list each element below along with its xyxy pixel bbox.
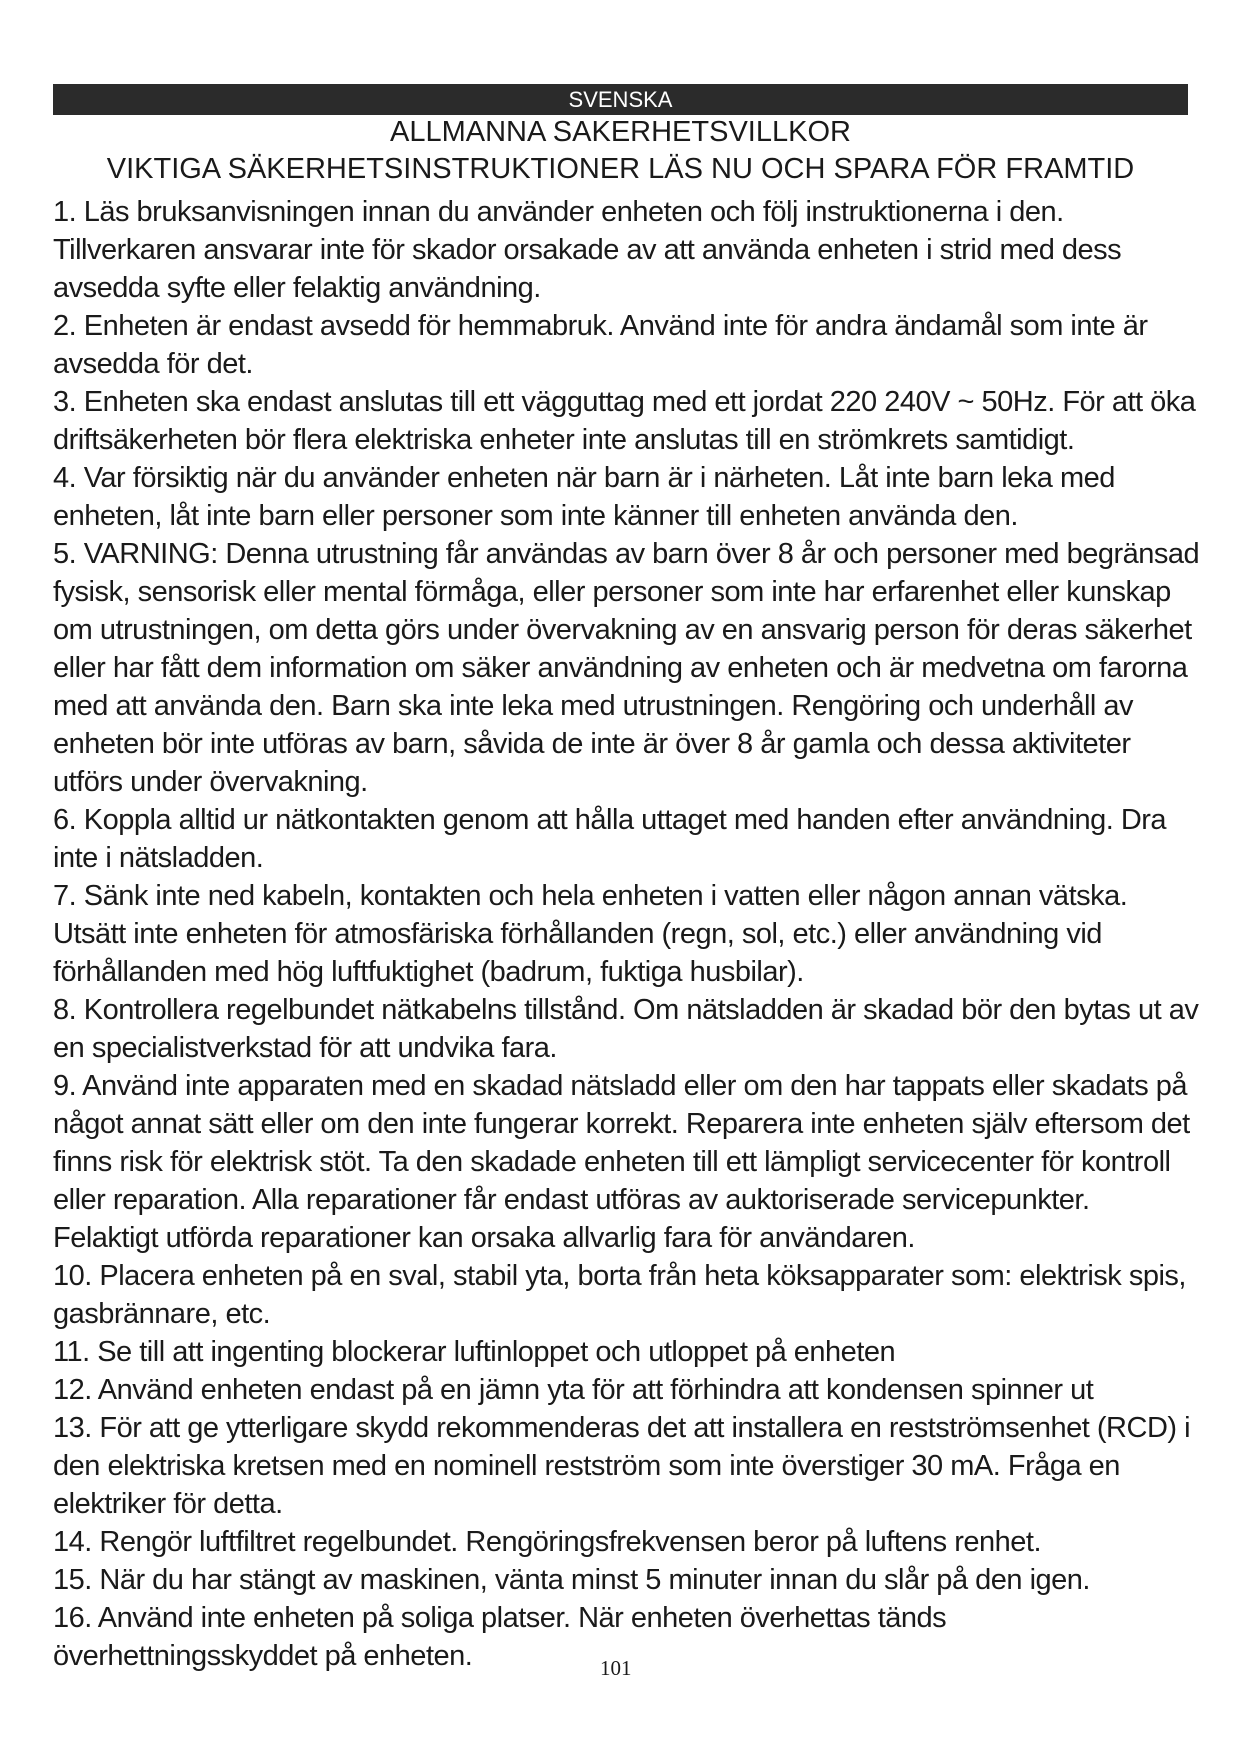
text-line: 10. Placera enheten på en sval, stabil yta, borta från heta köksapparater som: elektrisk spis, [53,1260,1186,1292]
text-line: 1. Läs bruksanvisningen innan du använder enheten och följ instruktionerna i den. [53,196,1064,228]
text-line: överhettningsskyddet på enheten. [53,1640,473,1672]
text-line: inte i nätsladden. [53,842,264,874]
text-line: elektriker för detta. [53,1488,283,1520]
text-line: 5. VARNING: Denna utrustning får användas av barn över 8 år och personer med begränsad [53,538,1200,570]
text-line: den elektriska kretsen med en nominell restström som inte överstiger 30 mA. Fråga en [53,1450,1120,1482]
page-number: 101 [600,1656,632,1680]
text-line: eller har fått dem information om säker användning av enheten och är medvetna om farorna [53,652,1188,684]
text-line: med att använda den. Barn ska inte leka med utrustningen. Rengöring och underhåll av [53,690,1134,722]
text-line: förhållanden med hög luftfuktighet (badrum, fuktiga husbilar). [53,956,804,988]
text-line: 9. Använd inte apparaten med en skadad nätsladd eller om den har tappats eller skadats på [53,1070,1188,1102]
text-line: 7. Sänk inte ned kabeln, kontakten och hela enheten i vatten eller någon annan vätska. [53,880,1128,912]
text-line: 13. För att ge ytterligare skydd rekommenderas det att installera en restströmsenhet (RCD) i [53,1412,1191,1444]
document-title: ALLMANNA SAKERHETSVILLKOR [390,116,851,148]
text-line: 16. Använd inte enheten på soliga platser. När enheten överhettas tänds [53,1602,947,1634]
text-line: enheten, låt inte barn eller personer som inte känner till enheten använda den. [53,500,1018,532]
text-line: Utsätt inte enheten för atmosfäriska förhållanden (regn, sol, etc.) eller användning vid [53,918,1102,950]
text-line: gasbrännare, etc. [53,1298,271,1330]
language-header-bar: SVENSKA [53,84,1188,115]
text-line: 11. Se till att ingenting blockerar luftinloppet och utloppet på enheten [53,1336,896,1368]
text-line: 6. Koppla alltid ur nätkontakten genom att hålla uttaget med handen efter användning. Dra [53,804,1167,836]
text-line: 3. Enheten ska endast anslutas till ett vägguttag med ett jordat 220 240V ~ 50Hz. För att öka [53,386,1196,418]
text-line: avsedda för det. [53,348,253,380]
text-line: Tillverkaren ansvarar inte för skador orsakade av att använda enheten i strid med dess [53,234,1122,266]
text-line: avsedda syfte eller felaktig användning. [53,272,541,304]
text-line: 15. När du har stängt av maskinen, vänta minst 5 minuter innan du slår på den igen. [53,1564,1090,1596]
text-line: en specialistverkstad för att undvika fara. [53,1032,557,1064]
text-line: 4. Var försiktig när du använder enheten när barn är i närheten. Låt inte barn leka med [53,462,1115,494]
safety-instructions [53,193,1200,1675]
text-line: finns risk för elektrisk stöt. Ta den skadade enheten till ett lämpligt servicecenter för kontroll [53,1146,1171,1178]
document-subtitle: VIKTIGA SÄKERHETSINSTRUKTIONER LÄS NU OCH SPARA FÖR FRAMTID [106,153,1135,185]
text-line: 14. Rengör luftfiltret regelbundet. Rengöringsfrekvensen beror på luftens renhet. [53,1526,1042,1558]
text-line: 2. Enheten är endast avsedd för hemmabruk. Använd inte för andra ändamål som inte är [53,310,1148,342]
text-line: utförs under övervakning. [53,766,368,798]
text-line: eller reparation. Alla reparationer får endast utföras av auktoriserade servicepunkter. [53,1184,1090,1216]
text-line: 8. Kontrollera regelbundet nätkabelns tillstånd. Om nätsladden är skadad bör den bytas ut av [53,994,1199,1026]
text-line: 12. Använd enheten endast på en jämn yta för att förhindra att kondensen spinner ut [53,1374,1094,1406]
text-line: fysisk, sensorisk eller mental förmåga, eller personer som inte har erfarenhet eller kunskap [53,576,1171,608]
text-line: driftsäkerheten bör flera elektriska enheter inte anslutas till en strömkrets samtidigt. [53,424,1075,456]
text-line: enheten bör inte utföras av barn, såvida de inte är över 8 år gamla och dessa aktiviteter [53,728,1131,760]
text-line: något annat sätt eller om den inte fungerar korrekt. Reparera inte enheten själv eftersom det [53,1108,1190,1140]
text-line: Felaktigt utförda reparationer kan orsaka allvarlig fara för användaren. [53,1222,915,1254]
text-line: om utrustningen, om detta görs under övervakning av en ansvarig person för deras säkerhet [53,614,1192,646]
